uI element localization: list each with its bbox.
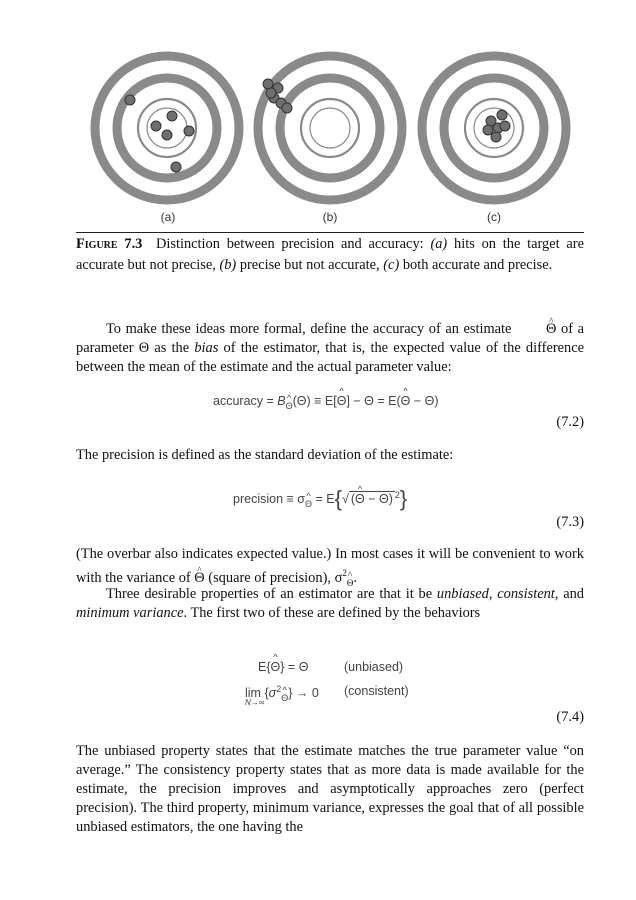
caption-text: Distinction between precision and accuracy: (155, 236, 431, 252)
theta-hat: ^ Θ (516, 320, 556, 339)
eq-brace: { (264, 686, 269, 701)
hit-mark (483, 125, 493, 135)
eq-text: accuracy = (213, 394, 278, 408)
target-c (422, 56, 566, 200)
text: , and (554, 586, 584, 602)
target-b (258, 56, 402, 200)
text: as the (149, 340, 195, 356)
figure-caption (76, 234, 584, 276)
eq-brace: { (266, 660, 271, 674)
eq-brace: { (334, 486, 342, 511)
hit-mark (263, 79, 273, 89)
eq-text: = E (312, 492, 335, 506)
hit-mark (266, 88, 276, 98)
equation-number-7-4: (7.4) (556, 709, 584, 725)
eq-brace: } (288, 686, 293, 701)
equation-7-3 (233, 486, 407, 512)
text: . (353, 569, 357, 586)
text: Three desirable properties of an estimator are that it be (106, 586, 437, 602)
eq-B: B (277, 394, 286, 408)
eq-label-unbiased: (unbiased) (344, 660, 404, 674)
panel-label-c: (c) (487, 210, 501, 224)
eq-text: = Θ (284, 660, 309, 674)
sup: 2 (342, 568, 347, 578)
eq-text: − (364, 492, 379, 506)
panel-label-a: (a) (160, 210, 176, 224)
target-ring (280, 78, 380, 178)
hit-mark (491, 132, 501, 142)
caption-text: precise but not accurate, (236, 257, 384, 273)
equation-7-4-line2 (245, 684, 409, 707)
eq-sigma: σ (268, 686, 277, 701)
eq-paren: ) (388, 492, 393, 506)
eq-lim: lim (245, 686, 261, 701)
eq-sup: 2 (394, 489, 400, 500)
hit-mark (167, 111, 177, 121)
hit-mark (282, 103, 292, 113)
eq-theta-bar: $\overline{\Theta}$ (378, 492, 389, 506)
caption-text: both accurate and precise. (399, 257, 553, 273)
eq-theta-hat: ^ Θ (355, 492, 365, 506)
term-unbiased: unbiased (436, 586, 489, 602)
eq-label-consistent: (consistent) (344, 684, 409, 698)
hit-mark (151, 121, 161, 131)
equation-number-7-3: (7.3) (556, 514, 584, 530)
eq-text: precision ≡ σ (233, 492, 305, 506)
caption-label: Figure (76, 236, 118, 252)
eq-lim-sub: N→∞ (245, 698, 265, 707)
target-ring (310, 108, 350, 148)
eq-theta-hat: ^ Θ (271, 660, 281, 674)
eq-theta-hat: ^ Θ (401, 394, 411, 408)
hit-mark (497, 110, 507, 120)
eq-sub: ^ $_\Theta$ (286, 401, 293, 411)
text: (square of precision), (204, 569, 335, 586)
caption-number: 7.3 (124, 236, 143, 252)
hit-mark (125, 95, 135, 105)
hit-mark (184, 126, 194, 136)
target-ring (117, 78, 217, 178)
caption-b: (b) (219, 257, 237, 273)
eq-paren: ( (350, 492, 355, 506)
paragraph-accuracy-definition (76, 320, 584, 377)
paragraph-precision-definition: The precision is defined as the standard deviation of the estimate: (76, 447, 454, 463)
paragraph-property-explanation: The unbiased property states that the estimate matches the true parameter value “on average.” The consistency property states that as more data is made available for the estimate, the precision improves and asymptotically approaches zero (perfect precision). The third property, minimum variance, expresses the goal that of all possible unbiased estimators, the one having the (76, 743, 584, 835)
eq-text: → 0 (292, 686, 319, 701)
term-minimum-variance: minimum variance (76, 605, 184, 621)
equation-7-2 (213, 394, 439, 411)
caption-text: hits on the target are accurate but not precise, (76, 236, 584, 273)
text: . The first two of these are defined by the behaviors (183, 605, 481, 621)
eq-text: − Θ) (410, 394, 439, 408)
eq-sup: 2 (276, 684, 282, 694)
term-consistent: consistent (497, 586, 555, 602)
panel-label-b: (b) (322, 210, 338, 224)
eq-theta-hat: ^ Θ (337, 394, 347, 408)
text: of the estimator, that is, the expected value of the difference between the mean of the estimate and the actual parameter value: (76, 340, 584, 375)
equation-number-7-2: (7.2) (556, 414, 584, 430)
eq-text: (Θ) ≡ E[ (292, 394, 337, 408)
text: To make these ideas more formal, define the accuracy of an estimate (106, 321, 517, 337)
caption-c: (c) (383, 257, 400, 273)
paragraph-desirable-properties (76, 585, 584, 623)
target-a (95, 56, 239, 200)
equation-7-4-line1 (258, 660, 404, 674)
text: of a parameter (76, 321, 585, 356)
text: , (488, 586, 498, 602)
eq-sub: ^ $_\Theta$ (305, 499, 312, 509)
hit-mark (171, 162, 181, 172)
target-figure (0, 0, 636, 230)
eq-sqrt: √ (341, 492, 349, 506)
sub: ^ $_\Theta$ (347, 574, 354, 593)
eq-text: ] − Θ = E( (346, 394, 401, 408)
text: (The overbar also indicates expected value.) In most cases it will be convenient to work with the variance of (76, 546, 584, 586)
eq-brace: } (399, 486, 408, 511)
eq-brace: } (280, 660, 285, 674)
eq-text: E (258, 660, 267, 674)
hit-mark (500, 121, 510, 131)
sigma: σ (334, 569, 343, 586)
bias-term: bias (194, 340, 219, 356)
caption-rule (76, 232, 584, 233)
hit-mark (162, 130, 172, 140)
theta-hat: ^ Θ (194, 569, 204, 588)
caption-a: (a) (430, 236, 448, 252)
eq-sub: ^ $_\Theta$ (281, 693, 288, 703)
theta: Θ (138, 340, 150, 356)
